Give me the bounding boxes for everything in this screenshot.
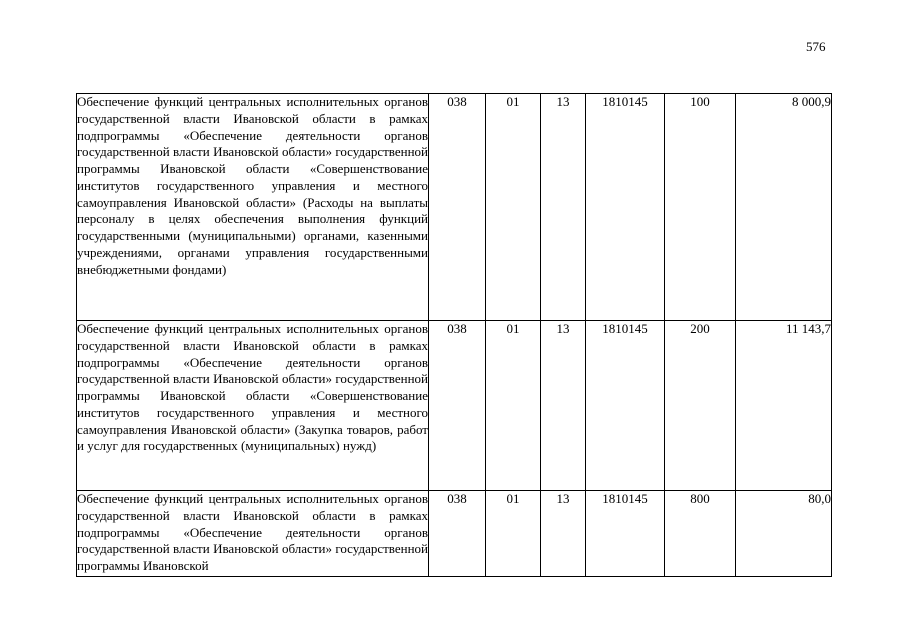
target-article-code: 1810145	[586, 491, 665, 577]
table-row	[77, 321, 832, 491]
ministry-code: 038	[429, 321, 486, 491]
amount-value: 8 000,9	[736, 94, 832, 321]
expense-type-code: 100	[665, 94, 736, 321]
expense-description: Обеспечение функций центральных исполнительных органов государственной власти Ивановской области в рамках подпрограммы «Обеспечение деятельности органов государственной власти Ивановской области» государственной программы Ивановской	[77, 491, 429, 577]
subsection-code: 13	[541, 94, 586, 321]
table-row	[77, 94, 832, 321]
subsection-code: 13	[541, 491, 586, 577]
amount-value: 80,0	[736, 491, 832, 577]
expense-type-code: 200	[665, 321, 736, 491]
subsection-code: 13	[541, 321, 586, 491]
ministry-code: 038	[429, 491, 486, 577]
expense-description: Обеспечение функций центральных исполнительных органов государственной власти Ивановской области в рамках подпрограммы «Обеспечение деятельности органов государственной власти Ивановской области» государственной программы Ивановской области «Совершенствование институтов государственного управления и местного самоуправления Ивановской области» (Закупка товаров, работ и услуг для государственных (муниципальных) нужд)	[77, 321, 429, 491]
section-code: 01	[486, 491, 541, 577]
target-article-code: 1810145	[586, 94, 665, 321]
expense-description: Обеспечение функций центральных исполнительных органов государственной власти Ивановской области в рамках подпрограммы «Обеспечение деятельности органов государственной власти Ивановской области» государственной программы Ивановской области «Совершенствование институтов государственного управления и местного самоуправления Ивановской области» (Расходы на выплаты персоналу в целях обеспечения выполнения функций государственными (муниципальными) органами, казенными учреждениями, органами управления государственными внебюджетными фондами)	[77, 94, 429, 321]
expense-type-code: 800	[665, 491, 736, 577]
target-article-code: 1810145	[586, 321, 665, 491]
ministry-code: 038	[429, 94, 486, 321]
section-code: 01	[486, 321, 541, 491]
section-code: 01	[486, 94, 541, 321]
table-row	[77, 491, 832, 577]
budget-table	[76, 93, 832, 577]
amount-value: 11 143,7	[736, 321, 832, 491]
page-number: 576	[806, 39, 826, 54]
